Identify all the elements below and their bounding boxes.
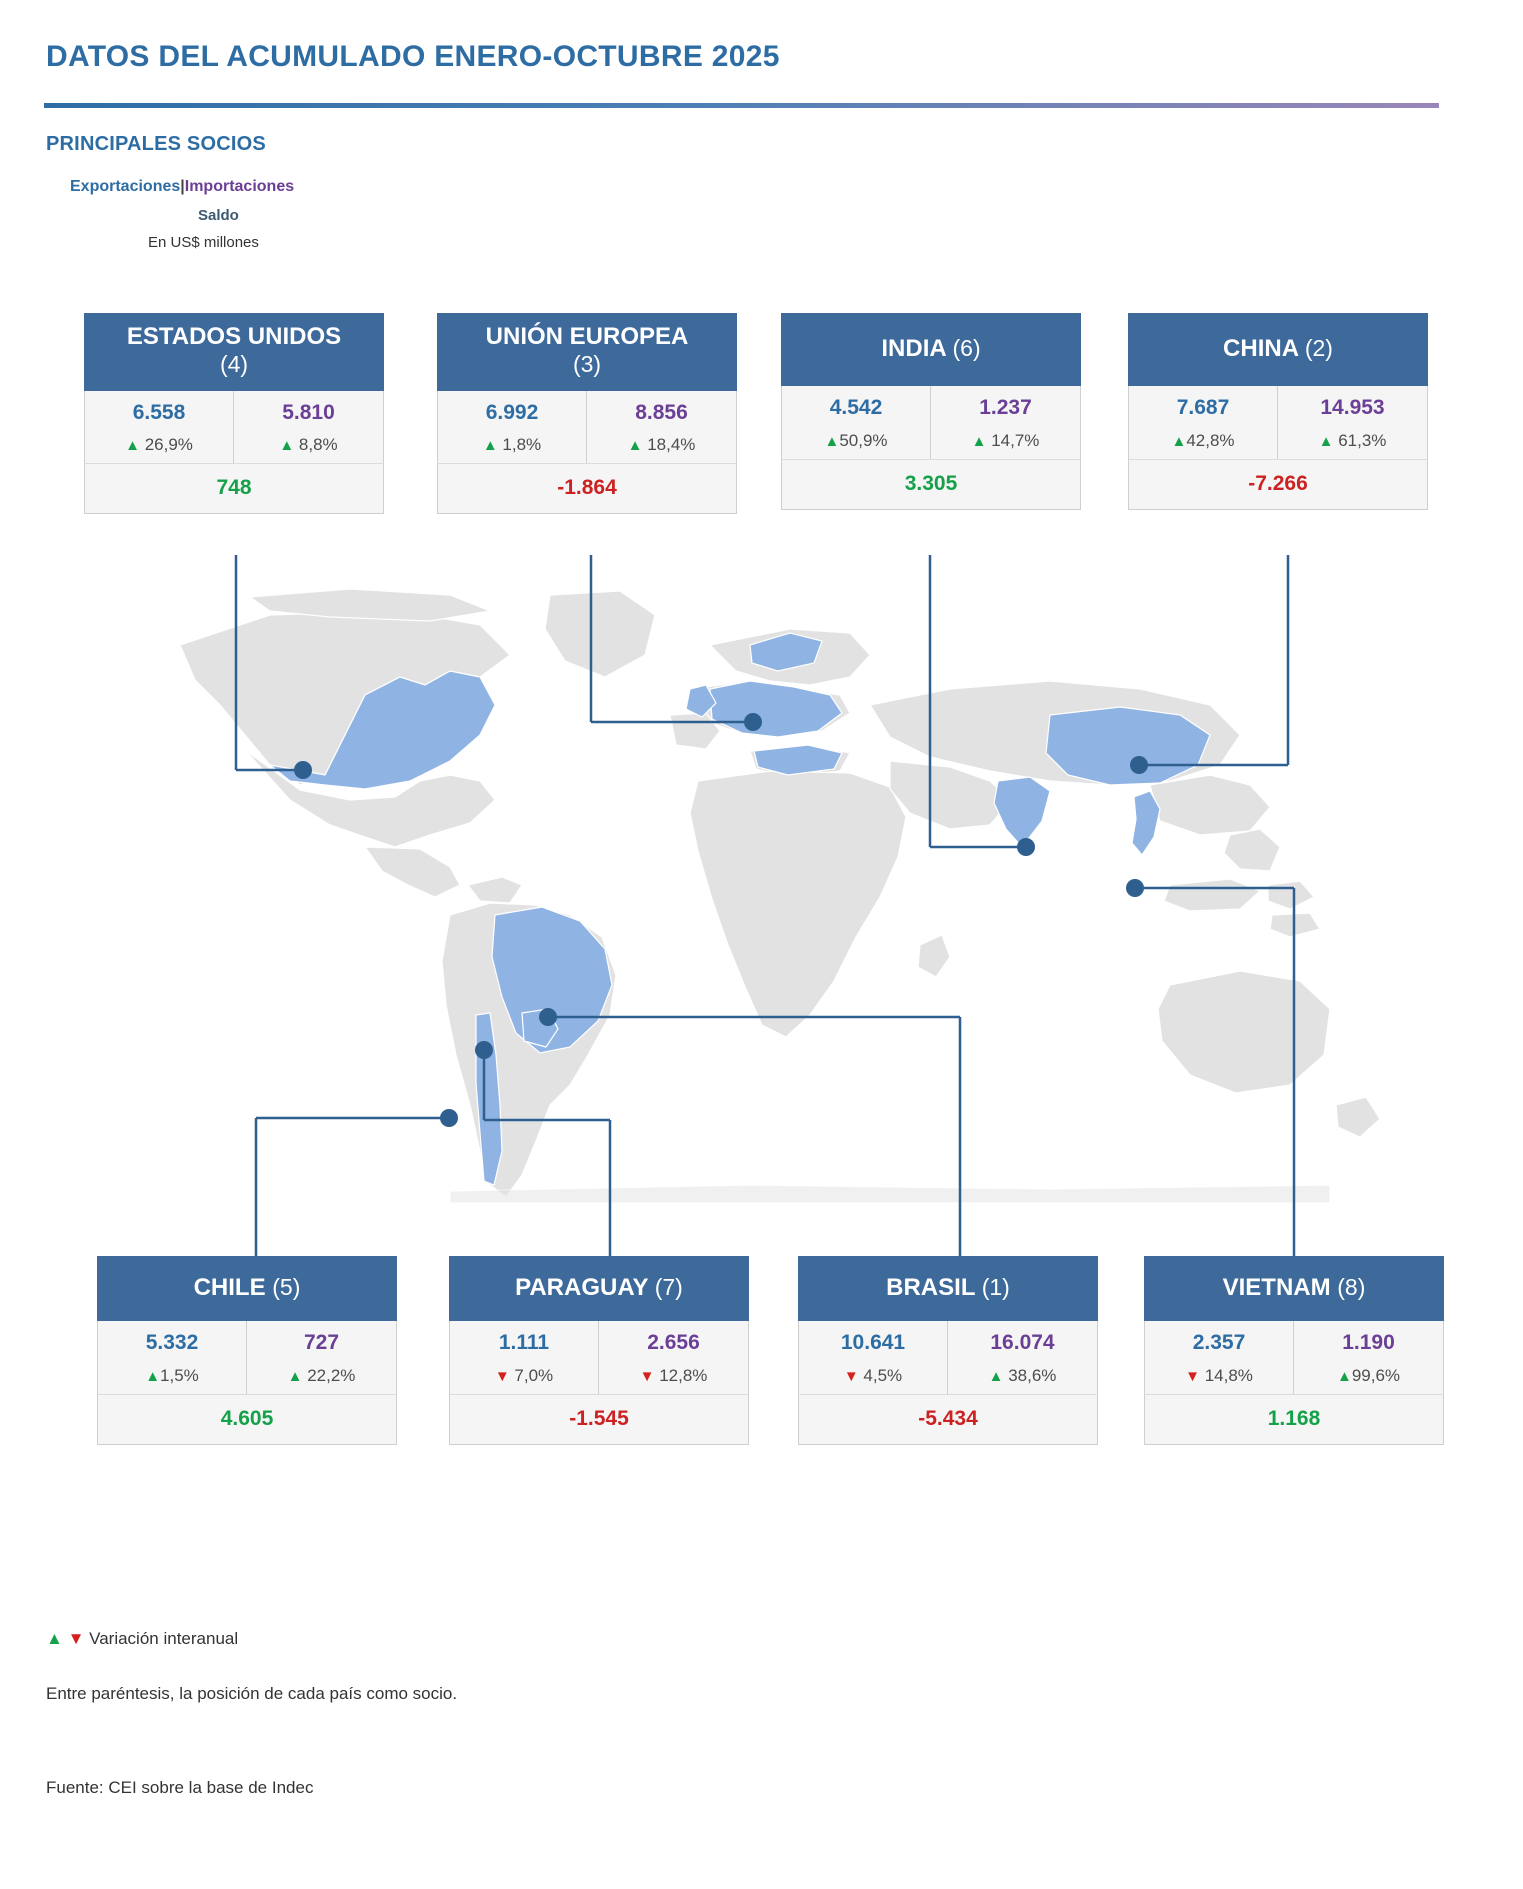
partner-card-body — [1128, 386, 1428, 459]
legend-exports-imports — [70, 178, 294, 196]
world-map — [150, 585, 1390, 1205]
imports-cell — [587, 391, 736, 464]
exports-value: 4.542 — [829, 396, 883, 420]
partner-name: CHILE — [193, 1274, 266, 1301]
rank-note: Entre paréntesis, la posición de cada país como socio. — [46, 1684, 458, 1703]
imports-change-value: 12,8% — [659, 1365, 708, 1385]
partner-card-china — [1128, 313, 1428, 510]
arrow-up-icon: ▲ — [988, 1367, 1004, 1385]
arrow-down-icon: ▼ — [494, 1367, 510, 1385]
exports-change — [784, 431, 928, 451]
exports-cell — [1129, 386, 1278, 459]
partner-rank: (1) — [981, 1274, 1010, 1300]
balance-row — [1144, 1394, 1444, 1445]
balance-value: 3.305 — [904, 471, 958, 495]
balance-row — [84, 463, 384, 514]
partner-name: VIETNAM — [1222, 1274, 1331, 1301]
exports-change-value: 7,0% — [514, 1365, 554, 1385]
arrow-up-icon: ▲ — [627, 436, 643, 454]
arrow-down-icon: ▼ — [1185, 1367, 1200, 1385]
exports-cell — [1145, 1321, 1294, 1394]
imports-cell — [931, 386, 1080, 459]
balance-value: -5.434 — [918, 1406, 978, 1430]
imports-change-value: 8,8% — [298, 434, 338, 454]
exports-change-value: 26,9% — [144, 434, 193, 454]
partner-card-body — [798, 1321, 1098, 1394]
partner-card-body — [84, 391, 384, 464]
balance-row — [1128, 459, 1428, 510]
partner-card-header — [97, 1256, 397, 1321]
imports-change — [933, 431, 1078, 451]
variation-legend-label: Variación interanual — [89, 1629, 239, 1648]
imports-change-value: 61,3% — [1338, 430, 1387, 450]
partner-name: UNIÓN EUROPEA — [485, 323, 689, 350]
partner-name: CHINA — [1223, 335, 1299, 362]
partner-rank: (7) — [654, 1274, 683, 1300]
partner-card-header — [449, 1256, 749, 1321]
arrow-up-icon: ▲ — [1171, 432, 1187, 450]
imports-change-value: 38,6% — [1008, 1365, 1057, 1385]
partner-card-header — [437, 313, 737, 391]
imports-change — [601, 1366, 746, 1386]
balance-value: 748 — [216, 476, 252, 500]
arrow-up-icon: ▲ — [279, 436, 295, 454]
imports-value: 2.656 — [647, 1331, 700, 1355]
partner-name: PARAGUAY — [515, 1274, 649, 1301]
arrow-up-icon: ▲ — [46, 1629, 63, 1648]
partner-rank: (3) — [572, 351, 602, 378]
variation-legend — [46, 1629, 238, 1649]
arrow-up-icon: ▲ — [971, 432, 987, 450]
balance-value: -1.545 — [569, 1406, 629, 1430]
arrow-up-icon: ▲ — [824, 432, 840, 450]
partner-card-header — [781, 313, 1081, 386]
partner-card-body — [449, 1321, 749, 1394]
exports-value: 7.687 — [1176, 396, 1230, 420]
exports-cell — [450, 1321, 599, 1394]
exports-change — [452, 1366, 596, 1386]
imports-cell — [1278, 386, 1427, 459]
imports-change — [950, 1366, 1095, 1386]
exports-cell — [799, 1321, 948, 1394]
imports-cell — [948, 1321, 1097, 1394]
partner-card-india — [781, 313, 1081, 510]
partner-card-body — [1144, 1321, 1444, 1394]
exports-value: 6.992 — [485, 400, 539, 424]
partner-rank: (8) — [1337, 1274, 1366, 1300]
arrow-down-icon: ▼ — [67, 1629, 85, 1648]
exports-change — [100, 1366, 244, 1386]
exports-change — [1147, 1366, 1291, 1386]
arrow-up-icon: ▲ — [125, 436, 140, 454]
imports-cell — [1294, 1321, 1443, 1394]
legend-separator: | — [180, 178, 185, 195]
exports-change-value: 42,8% — [1186, 430, 1235, 450]
arrow-up-icon: ▲ — [482, 436, 498, 454]
partner-name: BRASIL — [886, 1274, 976, 1301]
partner-card-body — [781, 386, 1081, 459]
exports-change — [87, 435, 231, 455]
arrow-up-icon: ▲ — [1336, 1367, 1352, 1385]
partner-card-paraguay — [449, 1256, 749, 1445]
partner-rank: (6) — [952, 335, 981, 361]
balance-row — [449, 1394, 749, 1445]
balance-value: 4.605 — [220, 1406, 274, 1430]
imports-change-value: 99,6% — [1351, 1365, 1401, 1385]
exports-cell — [98, 1321, 247, 1394]
exports-change-value: 4,5% — [863, 1365, 903, 1385]
exports-change-value: 1,5% — [160, 1365, 199, 1385]
world-map-svg — [150, 585, 1390, 1205]
exports-value: 1.111 — [498, 1331, 550, 1355]
partner-card-body — [437, 391, 737, 464]
partner-rank: (4) — [219, 351, 249, 378]
exports-cell — [85, 391, 234, 464]
imports-change — [249, 1366, 394, 1386]
exports-value: 10.641 — [840, 1331, 906, 1355]
map-land-layer — [180, 589, 1380, 1203]
imports-change-value: 22,2% — [307, 1365, 356, 1385]
section-subtitle: PRINCIPALES SOCIOS — [46, 133, 266, 155]
exports-change — [801, 1366, 945, 1386]
imports-change — [1296, 1366, 1441, 1386]
legend-balance-label: Saldo — [198, 207, 239, 224]
partner-card-header — [1128, 313, 1428, 386]
title-divider — [44, 103, 1439, 108]
imports-cell — [234, 391, 383, 464]
partner-card-chile — [97, 1256, 397, 1445]
imports-value: 5.810 — [282, 400, 335, 424]
partner-card-vietnam — [1144, 1256, 1444, 1445]
partner-card-union-europea — [437, 313, 737, 514]
exports-change-value: 14,8% — [1204, 1365, 1253, 1385]
legend-exports-label: Exportaciones — [70, 178, 181, 195]
partner-card-header — [1144, 1256, 1444, 1321]
arrow-down-icon: ▼ — [843, 1367, 859, 1385]
arrow-down-icon: ▼ — [639, 1367, 655, 1385]
imports-change-value: 14,7% — [991, 430, 1040, 450]
page-title: DATOS DEL ACUMULADO ENERO-OCTUBRE 2025 — [46, 40, 780, 73]
imports-change — [1280, 431, 1425, 451]
balance-row — [437, 463, 737, 514]
exports-value: 5.332 — [145, 1331, 199, 1355]
exports-change — [1131, 431, 1275, 451]
arrow-up-icon: ▲ — [1318, 432, 1334, 450]
imports-value: 727 — [303, 1331, 340, 1355]
imports-value: 1.190 — [1342, 1331, 1395, 1355]
balance-value: -1.864 — [557, 476, 617, 500]
exports-change-value: 1,8% — [502, 434, 542, 454]
balance-row — [798, 1394, 1098, 1445]
partner-card-estados-unidos — [84, 313, 384, 514]
partner-rank: (5) — [272, 1274, 301, 1300]
arrow-up-icon: ▲ — [145, 1367, 161, 1385]
partner-rank: (2) — [1304, 335, 1333, 361]
partner-name: INDIA — [881, 335, 946, 362]
exports-value: 2.357 — [1192, 1331, 1246, 1355]
imports-cell — [247, 1321, 396, 1394]
balance-value: 1.168 — [1267, 1406, 1321, 1430]
exports-change — [440, 435, 584, 455]
imports-value: 1.237 — [979, 396, 1032, 420]
partner-name: ESTADOS UNIDOS — [126, 323, 342, 350]
legend-units-label: En US$ millones — [148, 234, 259, 251]
balance-value: -7.266 — [1248, 471, 1308, 495]
imports-change — [589, 435, 734, 455]
partner-card-header — [798, 1256, 1098, 1321]
partner-card-brasil — [798, 1256, 1098, 1445]
balance-row — [97, 1394, 397, 1445]
source-note: Fuente: CEI sobre la base de Indec — [46, 1778, 314, 1797]
imports-cell — [599, 1321, 748, 1394]
exports-change-value: 50,9% — [839, 430, 888, 450]
imports-value: 14.953 — [1320, 396, 1385, 420]
partner-card-header — [84, 313, 384, 391]
balance-row — [781, 459, 1081, 510]
imports-value: 16.074 — [990, 1331, 1055, 1355]
arrow-up-icon: ▲ — [287, 1367, 303, 1385]
exports-cell — [438, 391, 587, 464]
imports-value: 8.856 — [635, 400, 688, 424]
imports-change — [236, 435, 381, 455]
exports-value: 6.558 — [132, 400, 186, 424]
exports-cell — [782, 386, 931, 459]
legend-imports-label: Importaciones — [184, 178, 295, 195]
imports-change-value: 18,4% — [647, 434, 696, 454]
partner-card-body — [97, 1321, 397, 1394]
